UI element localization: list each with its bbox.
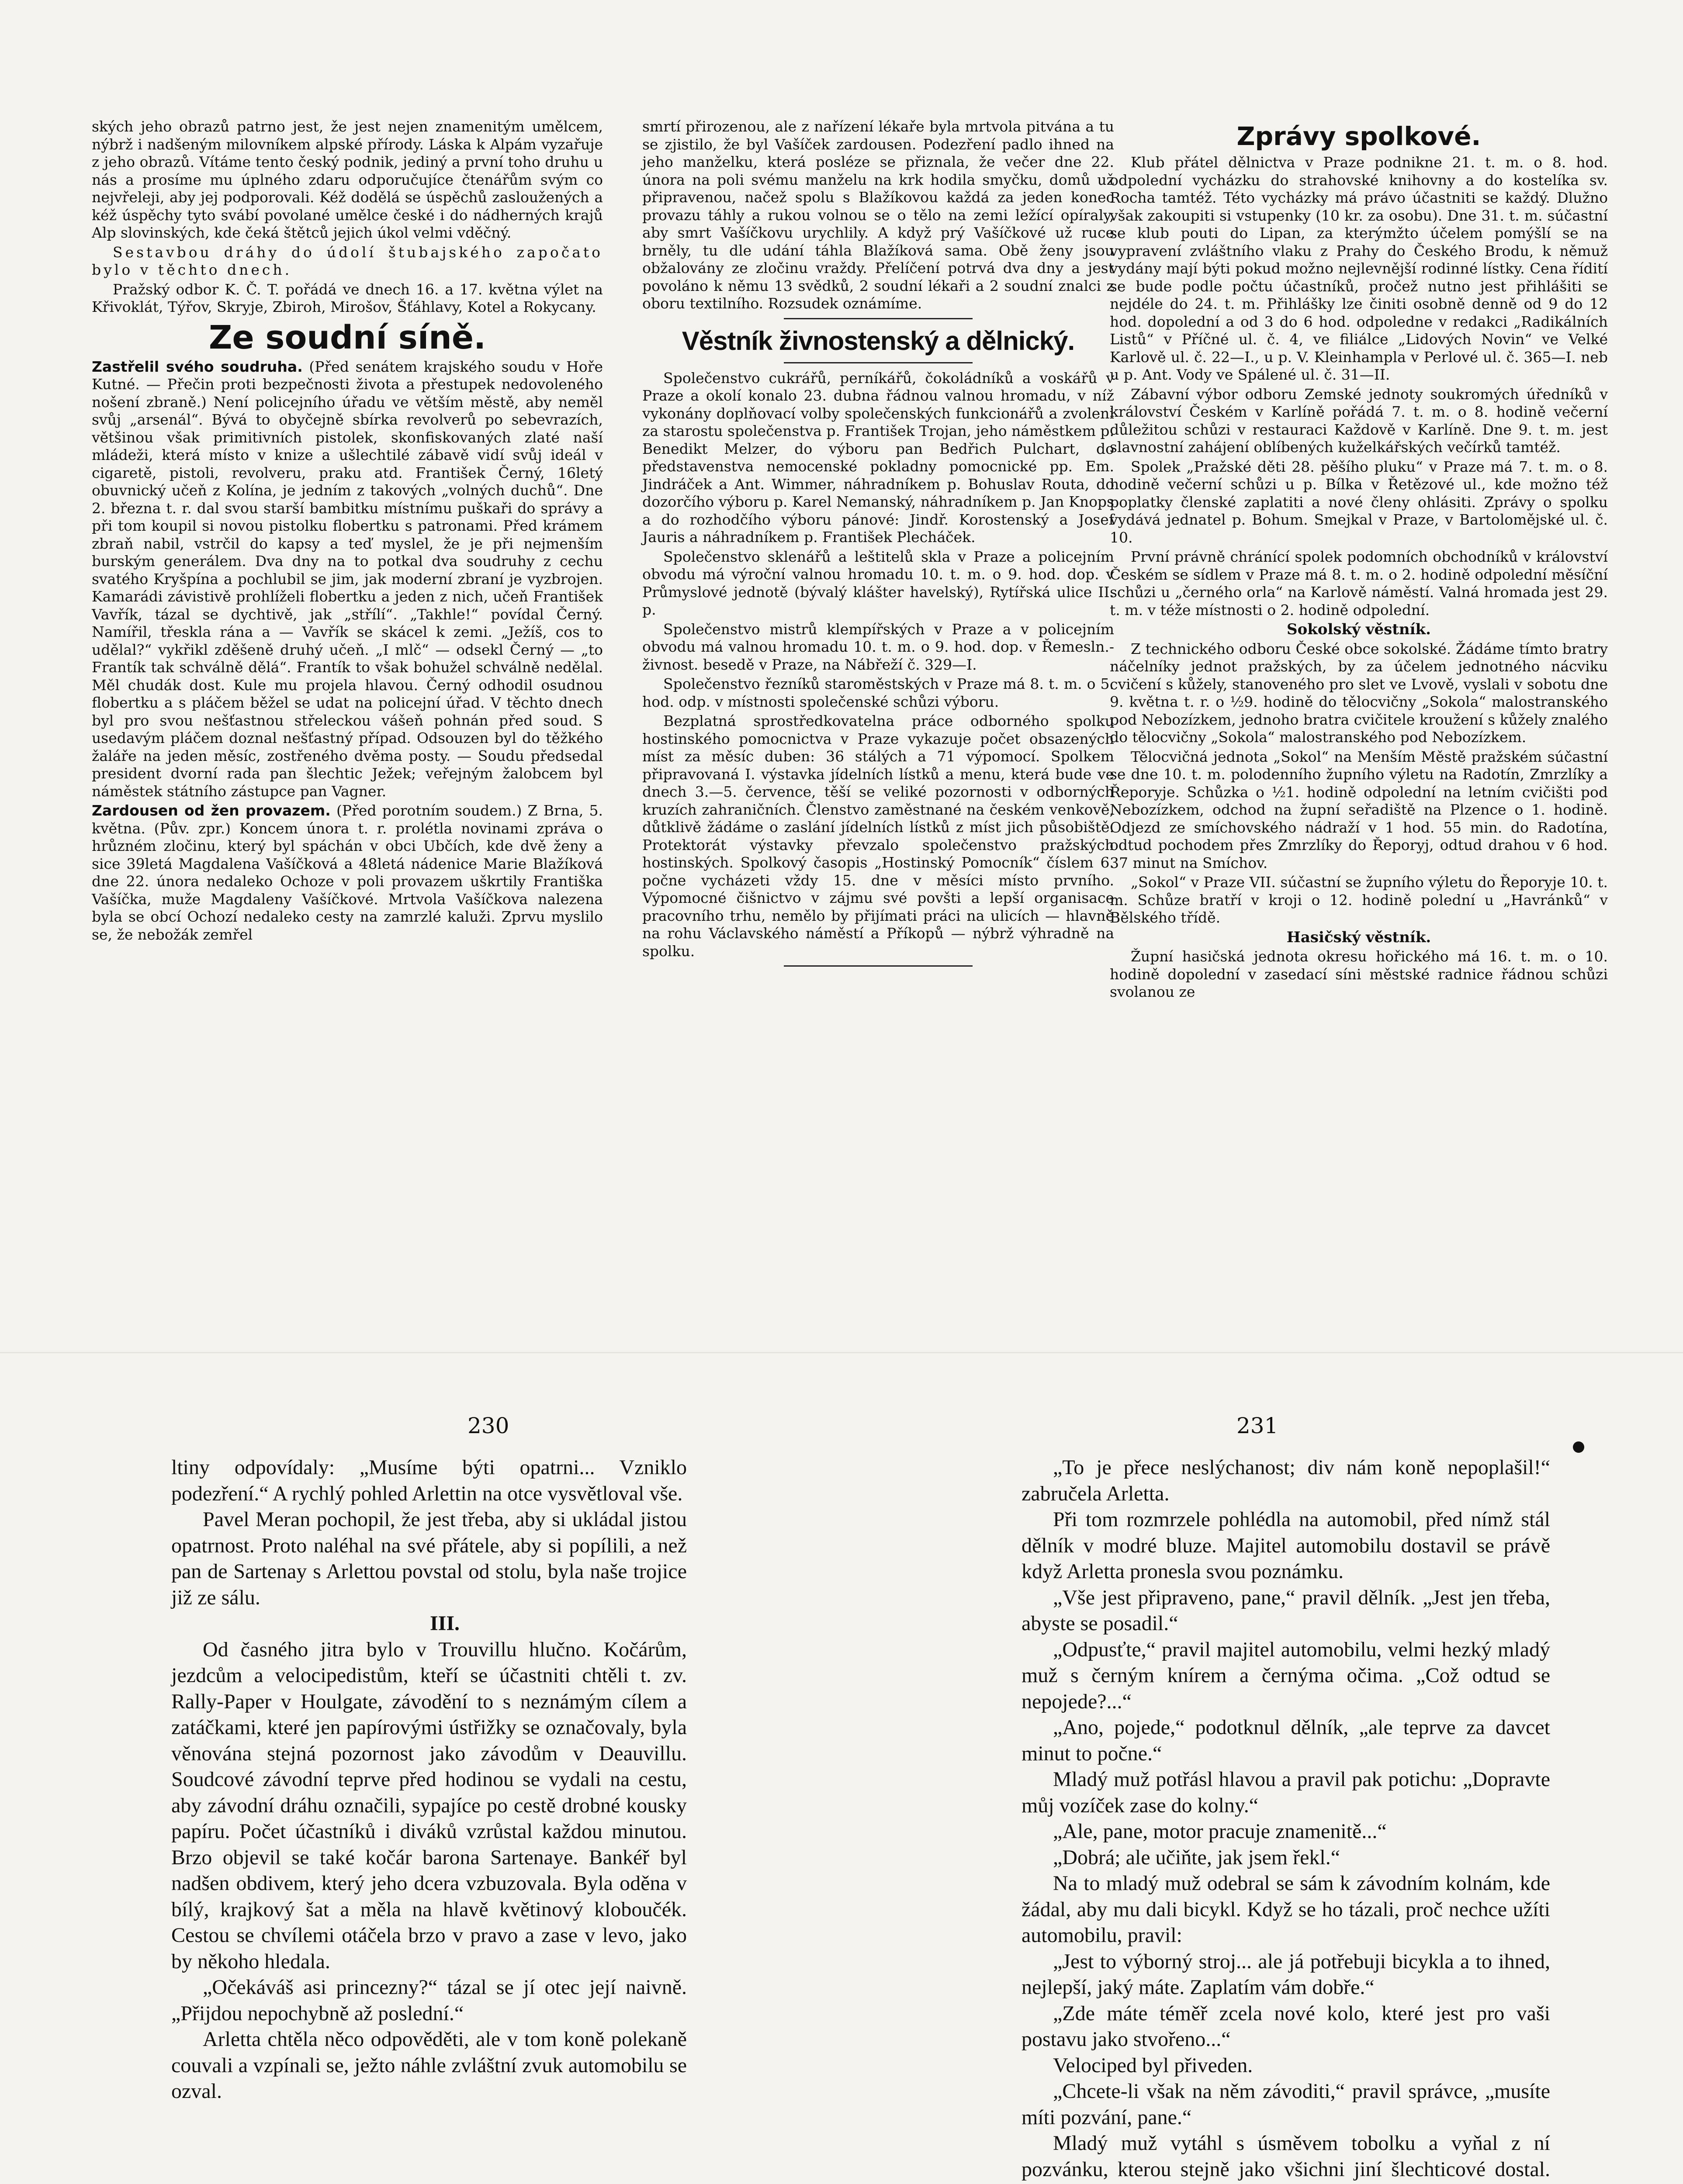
novel-page-left <box>171 1455 687 2105</box>
paragraph: Na to mladý muž odebral se sám k závodním kolnám, kde žádal, aby mu dali bicykl. Když se ho tázali, proč nechce užíti automobilu, pravil: <box>1022 1872 1550 1947</box>
paragraph: ltiny odpovídaly: „Musíme býti opatrni... Vzniklo podezření.“ A rychlý pohled Arlettin na otce vysvětloval vše. <box>171 1456 687 1505</box>
page-number-right: 231 <box>1236 1413 1278 1438</box>
paragraph: „Jest to výborný stroj... ale já potřebuji bicykla a to ihned, nejlepší, jaký máte. Zaplatím vám dobře.“ <box>1022 1949 1550 1999</box>
paragraph: Župní hasičská jednota okresu hořického má 16. t. m. o 10. hodině dopolední v zasedací síni městské radnice řádnou schůzi svolanou ze <box>1110 948 1608 1000</box>
paragraph: Tělocvičná jednota „Sokol“ na Menším Městě pražském súčastní se dne 10. t. m. polodenního župního výletu na Radotín, Zmrzlíky a Řeporyje. Schůzka o ½1. hodině odpolední na letním cvičišti pod Nebozízkem, odchod na župní seřadiště na Plzence o 1. hodině. Odjezd ze smíchovského nádraží v 1 hod. 55 min. do Radotína, odtud pochodem přes Zmrzlíky do Řeporyj, odtud drahou v 6 hod. 37 minut na Smíchov. <box>1110 748 1608 871</box>
paragraph: Pavel Meran pochopil, že jest třeba, aby si ukládal jistou opatrnost. Proto naléhal na své přátele, aby si popílili, a než pan de Sartenay s Arlettou povstal od stolu, byla naše trojice již ze sálu. <box>171 1508 687 1609</box>
paragraph: Arletta chtěla něco odpověděti, ale v tom koně polekaně couvali a vzpínali se, ježto náhle zvláštní zvuk automobilu se ozval. <box>171 2028 687 2103</box>
paragraph: „To je přece neslýchanost; div nám koně nepoplašil!“ zabručela Arletta. <box>1022 1456 1550 1505</box>
subheading-firefighters: Hasičský věstník. <box>1286 928 1431 946</box>
paragraph: Při tom rozmrzele pohlédla na automobil, před nímž stál dělník v modré bluze. Majitel automobilu dostavil se právě když Arletta pronesla svou poznámku. <box>1022 1508 1550 1583</box>
paragraph: ských jeho obrazů patrno jest, že jest nejen znamenitým umělcem, nýbrž i nadšeným milovníkem alpské přírody. Láska k Alpám vyzařuje z jeho obrazů. Vítáme tento český podnik, jediný a první toho druhu u nás a prosíme mu úplného zdaru odporučujíce čtenářům svým co nejvřeleji, aby jej podporovali. Kéž dodělá se úspěchů zasloužených a kéž úspěchy tyto svábí povolané umělce české i do nádherných krajů Alp slovinských, kde čeká štětců jejich úkol velmi vděčný. <box>92 118 603 241</box>
article-text: (Před senátem krajského soudu v Hoře Kutné. — Přečin proti bezpečnosti života a přestupek nedovoleného nošení zbraně.) Není policejního úřadu ve větším městě, aby neměl svůj „arsenál“. Bývá to obyčejně sbírka revolverů po sebevrazích, většinou však primitivních pistolek, skonfiskovaných zlaté naší mládeži, která místo v knize a ušlechtilé zábavě vidí svůj ideál v cigaretě, pistoli, revolveru, praku atd. František Černý, 16letý obuvnický učeň z Kolína, je jedním z takových „volných duchů“. Dne 2. března t. r. dal svou starší bambitku místnímu puškaři do správy a při tom koupil si novou pistolku flobertku s patronami. Před krámem zbraň nabil, vstrčil do kapsy a teď myslel, že je při nejmenším burským generálem. Dva dny na to potkal dva soudruhy z cechu svatého Kryšpína a pochlubil se jim, jak moderní zbraní je vyzbrojen. Kamarádi závistivě prohlíželi flobertku a jeden z nich, učeň František Vavřík, tázal se dychtivě, jak „střílí“. „Takhle!“ povídal Černý. Namířil, třeskla rána a — Vavřík se skácel k zemi. „Ježíš, cos to udělal?“ vykřikl zděšeně druhý učeň. „I mlč“ — odsekl Černý — „to Frantík tak schválně dělá“. Frantík to však bohužel schválně nedělal. Měl chudák dost. Kule mu projela hlavou. Černý odhodil osudnou flobertku a s pláčem běžel se udat na policejní úřad. V těchto dnech byl pro svou nešťastnou střeleckou vášeň pohnán před soud. S usedavým pláčem doznal nešťastný případ. Odsouzen byl do těžkého žaláře na jeden měsíc, zostřeného dvěma posty. — Soudu předsedal president dvorní rada pan šlechtic Ježek; veřejným žalobcem byl náměstek státního zástupce pan Vagner. <box>92 358 603 800</box>
paragraph: Bezplatná sprostředkovatelna práce odborného spolku hostinského pomocnictva v Praze vykazuje počet obsazených míst za měsíc duben: 36 stálých a 71 výpomocí. Spolkem připravovaná I. výstavka jídelních lístků a menu, která bude ve dnech 3.—5. července, těší se veliké pozornosti v odborných kruzích zahraničních. Členstvo zaměstnané na českém venkově, důtklivě žádáme o zaslání jídelních lístků z míst jich působiště. Protektorát výstavky převzalo společenstvo pražských hostinských. Spolkový časopis „Hostinský Pomocník“ číslem 6. počne vycházeti vždy 15. dne v měsíci místo prvního. Výpomocné čišnictvo v zájmu své povšti a lepší organisace pracovního trhu, nemělo by přijímati práci na ulicích — hlavně na rohu Václavského náměstí a Příkopů — nýbrž výhradně na spolku. <box>642 712 1114 960</box>
divider <box>784 318 973 319</box>
paragraph: „Ale, pane, motor pracuje znamenitě...“ <box>1053 1820 1387 1843</box>
paragraph: smrtí přirozenou, ale z nařízení lékaře byla mrtvola pitvána a tu se zjistilo, že byl Vašíček zardousen. Podezření padlo ihned na jeho manželku, která posléze se přiznala, že večer dne 22. února na poli svému manželu na krk hodila smyčku, domů už připravenou, načež spolu s Blažíkovou každá za jeden konec provazu táhly a rukou volnou se o tělo na zemi ležící opíraly, aby smrt Vašíčkovu urychlily. A když prý Vašíčkové už ruce brněly, tu dle udání táhla Blažíková sama. Obě ženy jsou obžalovány ze zločinu vraždy. Přelíčení potrvá dva dny a jest povoláno k němu 13 svědků, 2 soudní lékaři a 2 soudní znalci z oboru textilního. Rozsudek oznámíme. <box>642 118 1114 312</box>
divider <box>784 362 973 363</box>
column-3 <box>1110 118 1608 1003</box>
paragraph: Klub přátel dělnictva v Praze podnikne 21. t. m. o 8. hod. odpolední vycházku do strahovské knihovny a do kostelíka sv. Rocha tamtéž. Této vycházky má právo účastniti se každý. Dlužno však zakoupiti si vstupenky (10 kr. za osobu). Dne 31. t. m. súčastní se klub pouti do Lipan, za kterýmžto účelem pomýšlí se na vypravení zvláštního vlaku z Prahy do Českého Brodu, k němuž vydány mají býti pokud možno nejlevnější rodinné lístky. Cena řídití se bude podle počtu účastníků, pročež nutno jest přihlášiti se nejdéle do 24. t. m. Přihlášky lze činiti osobně denně od 9 do 12 hod. dopolední a od 3 do 6 hod. odpoledne v redakci „Radikálních Listů“ v Příčné ul. č. 4, ve filiálce „Lidových Novin“ ve Velké Karlově ul. č. 22—I., u p. V. Kleinhampla v Perlové ul. č. 365—I. neb u p. Ant. Vody ve Spálené ul. č. 31—II. <box>1110 154 1608 383</box>
paragraph: Společenstvo mistrů klempířských v Praze a v policejním obvodu má valnou hromadu 10. t. m. o 9. hod. dop. v Řemesln.-živnost. besedě v Praze, na Nábřeží č. 329—I. <box>642 620 1114 673</box>
divider <box>784 965 973 967</box>
paragraph: První právně chránící spolek podomních obchodníků v království Českém se sídlem v Praze má 8. t. m. o 2. hodině odpolední měsíční schůzi u „černého orla“ na Karlově náměstí. Valná hromada jest 29. t. m. v téže místnosti o 2. hodině odpolední. <box>1110 548 1608 619</box>
article-text: (Před porotním soudem.) Z Brna, 5. května. (Pův. zpr.) Koncem února t. r. prolétla novinami zpráva o hrůzném zločinu, který byl spáchán v obci Ubčích, kde dvě ženy a sice 39letá Magdalena Vašíčková a 48letá nádenice Marie Blažíková dne 22. února nedaleko Ochoze v poli provazem uškrtily Františka Vašíčka, muže Magdaleny Vašíčkové. Mrtvola Vašíčkova nalezena byla se obcí Ochozí nedaleko cesty na zamrzlé kaluži. Zprvu myslilo se, že nebožák zemřel <box>92 802 603 943</box>
paragraph: Mladý muž potřásl hlavou a pravil pak potichu: „Dopravte můj vozíček zase do kolny.“ <box>1022 1768 1550 1817</box>
paragraph: „Zde máte téměř zcela nové kolo, které jest pro vaši postavu jako stvořeno...“ <box>1022 2001 1550 2051</box>
paragraph: Zábavní výbor odboru Zemské jednoty soukromých úředníků v království Českém v Karlíně pořádá 7. t. m. o 8. hodině večerní důležitou schůzi v restauraci Každově v Karlíně. Dne 9. t. m. jest slavnostní zahájení oblíbených kuželkářských večírků tamtéž. <box>1110 385 1608 456</box>
paragraph: Velociped byl přiveden. <box>1053 2053 1253 2077</box>
paragraph: Společenstvo sklenářů a leštitelů skla v Praze a policejním obvodu má výroční valnou hromadu 10. t. m. o 9. hod. dop. v Průmyslové jednotě (bývalý klášter havelský), Rytířská ulice II. p. <box>642 548 1114 618</box>
chapter-number: III. <box>429 1612 460 1635</box>
ink-dot <box>1573 1441 1584 1453</box>
paragraph: Sestavbou dráhy do údolí štubajského započato bylo v těchto dnech. <box>92 243 603 278</box>
paragraph: „Sokol“ v Praze VII. súčastní se župního výletu do Řeporyje 10. t. m. Schůze bratří v kroji o 12. hodině polední u „Havránků“ v Bělského třídě. <box>1110 874 1608 926</box>
column-1 <box>92 118 603 945</box>
paragraph: Spolek „Pražské děti 28. pěšího pluku“ v Praze má 7. t. m. o 8. hodině večerní schůzi u p. Bílka v Řetězové ul., kde možno též poplatky členské zaplatiti a nové členy ohlásiti. Zprávy o spolku vydává jednatel p. Bohum. Smejkal v Praze, v Bartolomějské ul. č. 10. <box>1110 458 1608 546</box>
paragraph: „Ano, pojede,“ podotknul dělník, „ale teprve za davcet minut to počne.“ <box>1022 1716 1550 1765</box>
novel-page-right <box>1022 1455 1550 2184</box>
article-lead: Zardousen od žen provazem. <box>92 802 331 819</box>
paragraph: Společenstvo cukrářů, perníkářů, čokoládníků a voskářů v Praze a okolí konalo 23. dubna řádnou valnou hromadu, v níž vykonány doplňovací volby společenských funkcionářů a zvoleni za starostu společenstva p. František Trojan, jeho náměstkem p. Benedikt Melzer, do výboru pan Bedřich Pulchart, do představenstva nemocenské pokladny pomocnické pp. Em. Jindráček a Ant. Wimmer, náhradníkem p. Bohuslav Routa, do dozorčího výboru p. Karel Nemanský, náhradníkem p. Jan Knops a do rozhodčího výboru pánové: Jindř. Korostenský a Josef Jauris a náhradníkem p. František Plecháček. <box>642 369 1114 546</box>
paragraph: „Chcete-li však na něm závoditi,“ pravil správce, „musíte míti pozvání, pane.“ <box>1022 2080 1550 2129</box>
subheading-sokol: Sokolský věstník. <box>1287 621 1431 638</box>
page-fold <box>0 1352 1683 1353</box>
paragraph: Společenstvo řezníků staroměstských v Praze má 8. t. m. o 5. hod. odp. v místnosti společenské schůzi výboru. <box>642 675 1114 710</box>
paragraph: Pražský odbor K. Č. T. pořádá ve dnech 16. a 17. května výlet na Křivoklát, Týřov, Skryje, Zbiroh, Mirošov, Šťáhlavy, Kotel a Rokycany. <box>92 280 603 315</box>
column-2 <box>642 118 1114 973</box>
paragraph: Od časného jitra bylo v Trouvillu hlučno. Kočárům, jezdcům a velocipedistům, kteří se účastniti chtěli t. zv. Rally-Paper v Houlgate, závodění to s neznámým cílem a zatáčkami, které jen papírovými ústřižky se označovaly, byla věnována stejná pozornost jako závodům v Deauvillu. Soudcové závodní teprve před hodinou se vydali na cestu, aby závodní dráhu označili, sypajíce po cestě drobné kousky papíru. Počet účastníků i diváků vzrůstal každou minutou. Brzo objevil se také kočár barona Sartenaye. Bankéř byl nadšen obdivem, který jeho dcera vzbuzovala. Byla oděna v bílý, krajkový šat a měla na hlavě květinový kloboučék. Cestou se chvílemi otáčela brzo v pravo a zase v levo, jako by někoho hledala. <box>171 1638 687 1973</box>
section-heading-clubs: Zprávy spolkové. <box>1236 121 1481 151</box>
article-lead: Zastřelil svého soudruha. <box>92 358 303 375</box>
section-heading-trade: Věstník živnostenský a dělnický. <box>682 326 1075 356</box>
page-number-left: 230 <box>468 1413 509 1438</box>
paragraph: „Odpusťte,“ pravil majitel automobilu, velmi hezký mladý muž s černým knírem a černýma očima. „Což odtud se nepojede?...“ <box>1022 1638 1550 1713</box>
paragraph: „Vše jest připraveno, pane,“ pravil dělník. „Jest jen třeba, abyste se posadil.“ <box>1022 1586 1550 1635</box>
paragraph: Z technického odboru České obce sokolské. Žádáme tímto bratry náčelníky jednot pražských, by za účelem jednotného nácviku cvičení s kůžely, stanoveného pro slet ve Lvově, vyslali v sobotu dne 9. května t. r. o ½9. hodině do tělocvičny „Sokola“ malostranského pod Nebozízkem, jednoho bratra cvičitele kroužení s kůžely znalého do tělocvičny „Sokola“ malostranského pod Nebozízkem. <box>1110 640 1608 746</box>
paragraph: „Očekáváš asi princezny?“ tázal se jí otec její naivně. „Přijdou nepochybně až poslední.“ <box>171 1976 687 2025</box>
paragraph: „Dobrá; ale učiňte, jak jsem řekl.“ <box>1053 1845 1340 1869</box>
paragraph: Mladý muž vytáhl s úsměvem tobolku a vyňal z ní pozvánku, kterou stejně jako všichni jiní šlechticové dostal. <box>1022 2132 1550 2181</box>
section-heading-court: Ze soudní síně. <box>208 318 486 356</box>
